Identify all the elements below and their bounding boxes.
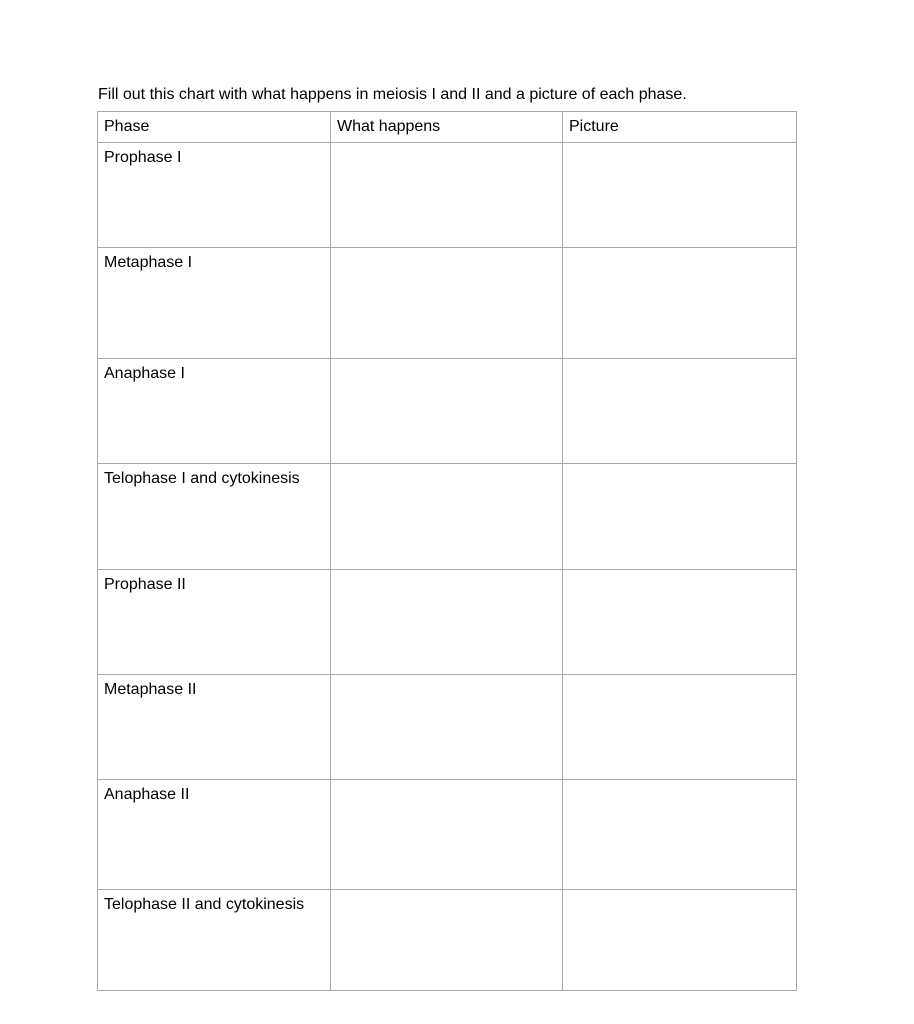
phase-cell: Metaphase II (98, 675, 331, 780)
phase-cell: Metaphase I (98, 248, 331, 359)
phase-cell: Prophase II (98, 570, 331, 675)
picture-cell[interactable] (563, 143, 797, 248)
table-row (98, 359, 797, 464)
what-happens-cell[interactable] (331, 464, 563, 570)
picture-cell[interactable] (563, 248, 797, 359)
what-happens-cell[interactable] (331, 675, 563, 780)
phase-cell: Anaphase I (98, 359, 331, 464)
table-row (98, 780, 797, 890)
what-happens-cell[interactable] (331, 143, 563, 248)
what-happens-cell[interactable] (331, 780, 563, 890)
table-row (98, 464, 797, 570)
picture-cell[interactable] (563, 359, 797, 464)
what-happens-cell[interactable] (331, 570, 563, 675)
table-row (98, 570, 797, 675)
table-row (98, 248, 797, 359)
what-happens-cell[interactable] (331, 359, 563, 464)
header-phase: Phase (98, 112, 331, 143)
meiosis-chart-table (97, 111, 797, 991)
instructions-text: Fill out this chart with what happens in meiosis I and II and a picture of each phase. (98, 86, 687, 103)
phase-cell: Anaphase II (98, 780, 331, 890)
table-row (98, 143, 797, 248)
table-row (98, 675, 797, 780)
picture-cell[interactable] (563, 780, 797, 890)
picture-cell[interactable] (563, 675, 797, 780)
phase-cell: Telophase I and cytokinesis (98, 464, 331, 570)
picture-cell[interactable] (563, 570, 797, 675)
table-header-row (98, 112, 797, 143)
header-picture: Picture (563, 112, 797, 143)
picture-cell[interactable] (563, 464, 797, 570)
phase-cell: Telophase II and cytokinesis (98, 890, 331, 991)
header-what-happens: What happens (331, 112, 563, 143)
what-happens-cell[interactable] (331, 248, 563, 359)
phase-cell: Prophase I (98, 143, 331, 248)
what-happens-cell[interactable] (331, 890, 563, 991)
table-row (98, 890, 797, 991)
picture-cell[interactable] (563, 890, 797, 991)
